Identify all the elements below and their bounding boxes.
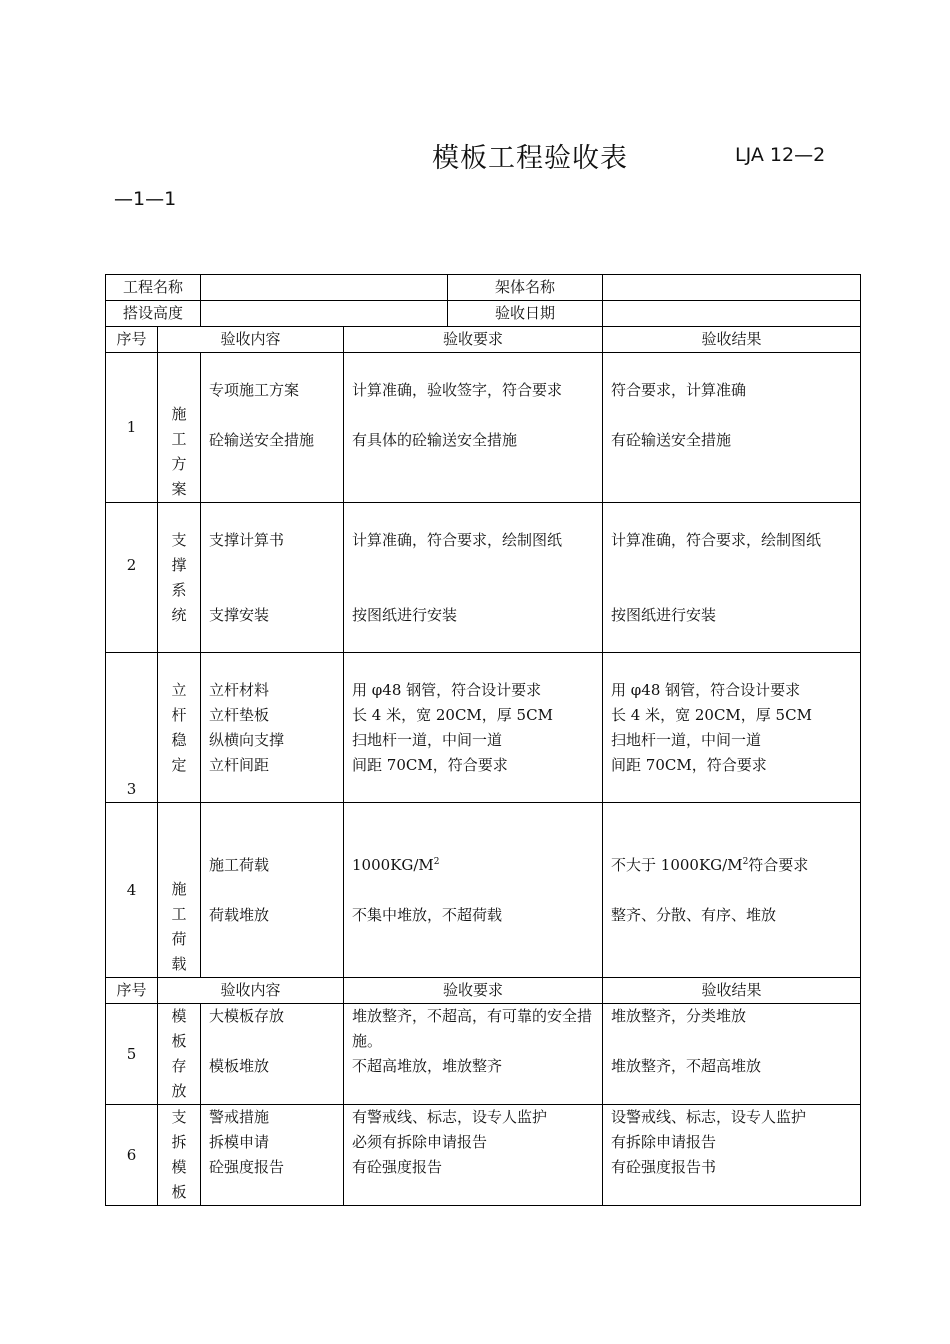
table-row bbox=[106, 1105, 861, 1206]
row-number: 5 bbox=[106, 1004, 158, 1105]
table-row bbox=[106, 353, 861, 503]
row-items: 立杆材料 立杆垫板 纵横向支撑 立杆间距 bbox=[201, 653, 344, 803]
col-header-result: 验收结果 bbox=[603, 327, 861, 353]
row-requirements: 有警戒线、标志，设专人监护 必须有拆除申请报告 有砼强度报告 bbox=[344, 1105, 603, 1206]
col-header-content: 验收内容 bbox=[158, 327, 344, 353]
row-items: 专项施工方案 砼输送安全措施 bbox=[201, 353, 344, 503]
table-row bbox=[106, 653, 861, 803]
info-row-height bbox=[106, 301, 861, 327]
project-name-label: 工程名称 bbox=[106, 275, 201, 301]
row-requirements: 计算准确，验收签字，符合要求 有具体的砼输送安全措施 bbox=[344, 353, 603, 503]
row-category: 施 工 方 案 bbox=[158, 353, 201, 503]
acceptance-table bbox=[105, 274, 861, 1206]
row-category: 支 拆 模 板 bbox=[158, 1105, 201, 1206]
form-subcode: —1—1 bbox=[114, 188, 177, 210]
col-header-no: 序号 bbox=[106, 978, 158, 1004]
row-results: 计算准确，符合要求，绘制图纸 按图纸进行安装 bbox=[603, 503, 861, 653]
row-items: 支撑计算书 支撑安装 bbox=[201, 503, 344, 653]
height-label: 搭设高度 bbox=[106, 301, 201, 327]
info-row-project bbox=[106, 275, 861, 301]
column-header-row bbox=[106, 327, 861, 353]
document-title: 模板工程验收表 bbox=[432, 143, 628, 174]
project-name-value bbox=[201, 275, 448, 301]
form-code: LJA 12—2 bbox=[735, 144, 826, 166]
col-header-requirement: 验收要求 bbox=[344, 978, 603, 1004]
col-header-content: 验收内容 bbox=[158, 978, 344, 1004]
col-header-no: 序号 bbox=[106, 327, 158, 353]
col-header-requirement: 验收要求 bbox=[344, 327, 603, 353]
row-category: 立 杆 稳 定 bbox=[158, 653, 201, 803]
height-value bbox=[201, 301, 448, 327]
row-results: 不大于 $1000KG/M^2$符合要求 整齐、分散、有序、堆放 bbox=[603, 803, 861, 978]
row-items: 大模板存放 模板堆放 bbox=[201, 1004, 344, 1105]
table-row bbox=[106, 803, 861, 978]
row-requirements: 计算准确，符合要求，绘制图纸 按图纸进行安装 bbox=[344, 503, 603, 653]
row-number: 3 bbox=[106, 653, 158, 803]
date-value bbox=[603, 301, 861, 327]
date-label: 验收日期 bbox=[448, 301, 603, 327]
table-row bbox=[106, 503, 861, 653]
row-number: 1 bbox=[106, 353, 158, 503]
row-items: 施工荷载 荷载堆放 bbox=[201, 803, 344, 978]
row-results: 符合要求，计算准确 有砼输送安全措施 bbox=[603, 353, 861, 503]
row-requirements: 用 φ48 钢管，符合设计要求 长 4 米，宽 20CM，厚 5CM 扫地杆一道，中间一道 间距 70CM，符合要求 bbox=[344, 653, 603, 803]
row-requirements: $1000KG/M^2$ 不集中堆放，不超荷载 bbox=[344, 803, 603, 978]
column-header-row bbox=[106, 978, 861, 1004]
row-results: 堆放整齐，分类堆放 堆放整齐，不超高堆放 bbox=[603, 1004, 861, 1105]
row-results: 设警戒线、标志，设专人监护 有拆除申请报告 有砼强度报告书 bbox=[603, 1105, 861, 1206]
row-number: 6 bbox=[106, 1105, 158, 1206]
frame-name-label: 架体名称 bbox=[448, 275, 603, 301]
row-requirements: 堆放整齐，不超高，有可靠的安全措施。 不超高堆放，堆放整齐 bbox=[344, 1004, 603, 1105]
col-header-result: 验收结果 bbox=[603, 978, 861, 1004]
row-number: 2 bbox=[106, 503, 158, 653]
row-results: 用 φ48 钢管，符合设计要求 长 4 米，宽 20CM，厚 5CM 扫地杆一道，中间一道 间距 70CM，符合要求 bbox=[603, 653, 861, 803]
frame-name-value bbox=[603, 275, 861, 301]
row-category: 支 撑 系 统 bbox=[158, 503, 201, 653]
row-category: 模 板 存 放 bbox=[158, 1004, 201, 1105]
table-row bbox=[106, 1004, 861, 1105]
row-items: 警戒措施 拆模申请 砼强度报告 bbox=[201, 1105, 344, 1206]
row-category: 施 工 荷 载 bbox=[158, 803, 201, 978]
row-number: 4 bbox=[106, 803, 158, 978]
